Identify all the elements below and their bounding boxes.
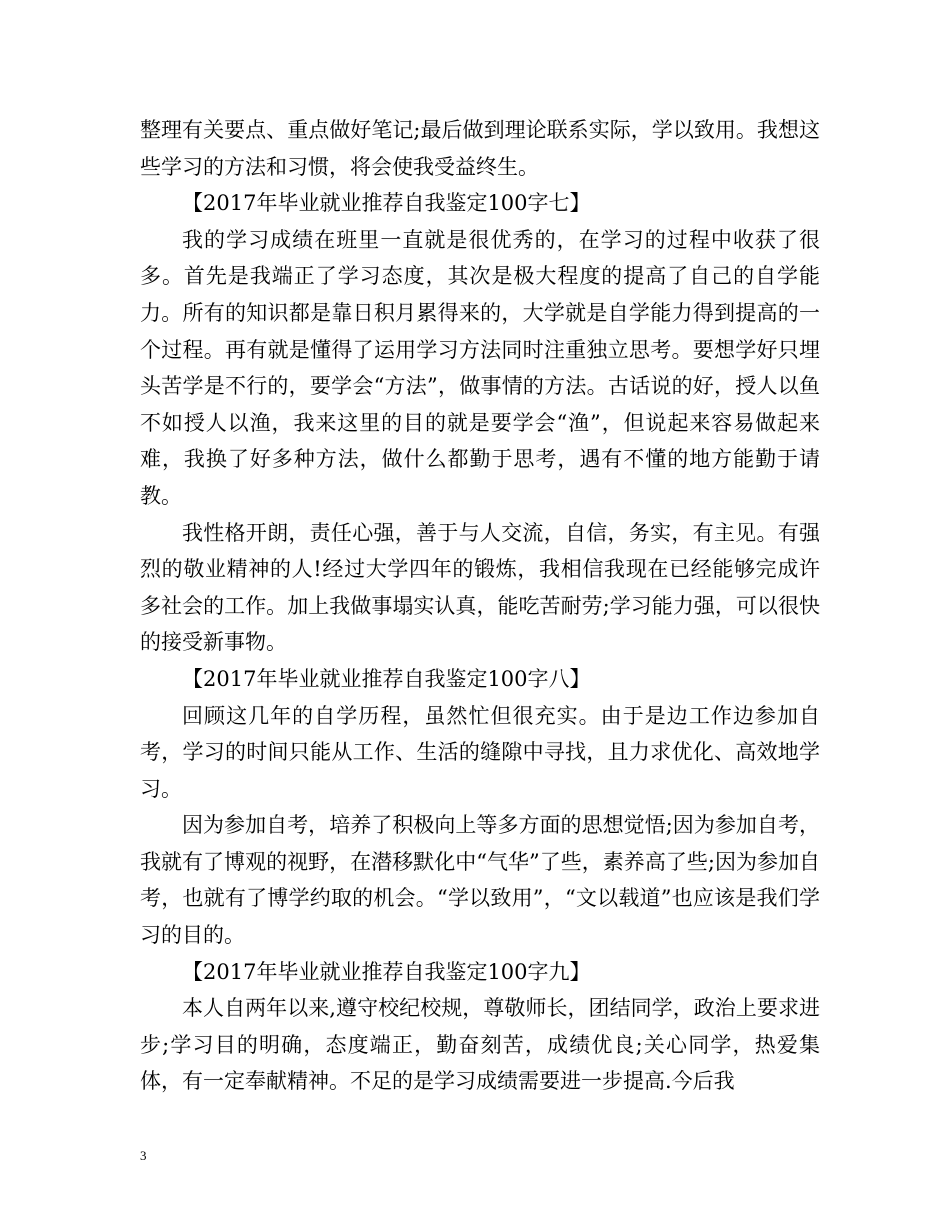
paragraph: 我的学习成绩在班里一直就是很优秀的，在学习的过程中收获了很多。首先是我端正了学习态度，其次是极大程度的提高了自己的自学能力。所有的知识都是靠日积月累得来的，大学就是自学能力得到提高的一个过程。再有就是懂得了运用学习方法同时注重独立思考。要想学好只埋头苦学是不行的，要学会“方法”，做事情的方法。古话说的好，授人以鱼不如授人以渔，我来这里的目的就是要学会“渔”，但说起来容易做起来难，我换了好多种方法，做什么都勤于思考，遇有不懂的地方能勤于请教。 [140,227,820,508]
section-heading: 【2017年毕业就业推荐自我鉴定100字七】 [182,191,591,216]
paragraph: 本人自两年以来,遵守校纪校规，尊敬师长，团结同学，政治上要求进步;学习目的明确，态度端正，勤奋刻苦，成绩优良;关心同学，热爱集体，有一定奉献精神。不足的是学习成绩需要进一步提高.今后我 [140,996,820,1094]
paragraph: 回顾这几年的自学历程，虽然忙但很充实。由于是边工作边参加自考，学习的时间只能从工作、生活的缝隙中寻找，且力求优化、高效地学习。 [140,703,820,801]
paragraph: 因为参加自考，培养了积极向上等多方面的思想觉悟;因为参加自考，我就有了博观的视野，在潜移默化中“气华”了些，素养高了些;因为参加自考，也就有了博学约取的机会。“学以致用”，“文以载道”也应该是我们学习的目的。 [140,813,820,948]
document-body [140,112,820,1100]
page-number: 3 [140,1148,147,1163]
paragraph: 我性格开朗，责任心强，善于与人交流，自信，务实，有主见。有强烈的敬业精神的人!经过大学四年的锻炼，我相信我现在已经能够完成许多社会的工作。加上我做事塌实认真，能吃苦耐劳;学习能力强，可以很快的接受新事物。 [140,520,820,655]
section-heading: 【2017年毕业就业推荐自我鉴定100字九】 [182,959,591,984]
section-heading: 【2017年毕业就业推荐自我鉴定100字八】 [182,666,591,691]
paragraph: 整理有关要点、重点做好笔记;最后做到理论联系实际，学以致用。我想这些学习的方法和习惯，将会使我受益终生。 [140,118,820,179]
